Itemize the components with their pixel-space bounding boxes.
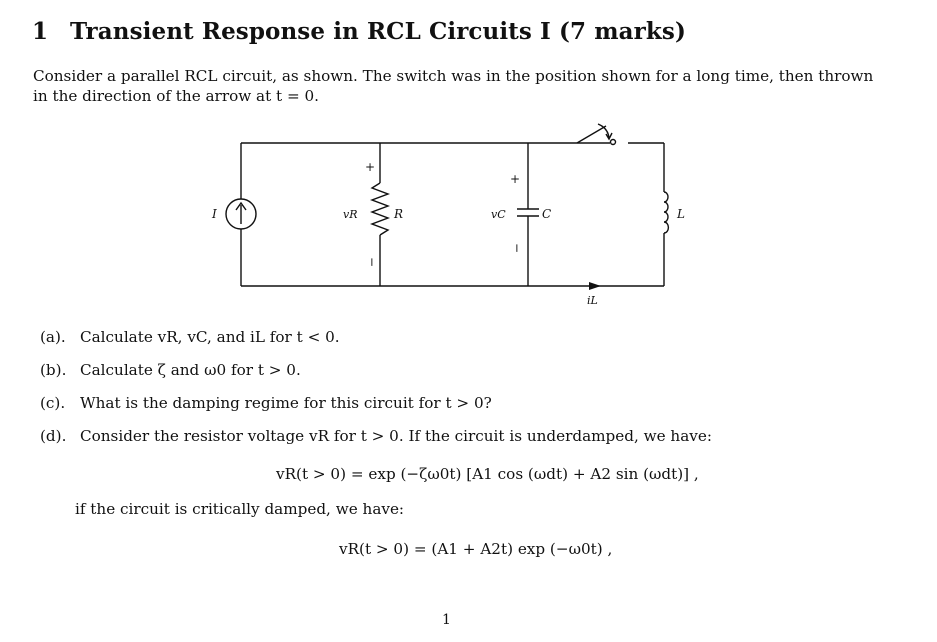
resistor-plus-sign: + (365, 160, 376, 174)
resistor-symbol (372, 183, 388, 235)
question-a (40, 328, 340, 346)
vr-label: vR (343, 208, 358, 221)
question-a-label: (a). (40, 328, 66, 346)
switch-contact (611, 140, 616, 145)
vc-label: vC (491, 208, 506, 221)
question-d-text: Consider the resistor voltage vR for t > 0. If the circuit is underdamped, we have: (80, 427, 712, 445)
section-title: Transient Response in RCL Circuits I (7 marks) (70, 18, 686, 45)
l-label: L (677, 207, 685, 221)
question-c-label: (c). (40, 394, 66, 412)
question-c (40, 394, 492, 412)
capacitor-minus-sign: − (510, 243, 524, 254)
intro-paragraph: Consider a parallel RCL circuit, as shown. The switch was in the position shown for a long time, then thrown in the direction of the arrow at t = 0. (33, 67, 874, 105)
question-a-text: Calculate vR, vC, and iL for t < 0. (80, 328, 340, 346)
r-label: R (394, 207, 404, 221)
question-d-label: (d). (40, 427, 67, 445)
section-number: 1 (32, 18, 49, 45)
il-current-arrow (589, 282, 601, 290)
page-number: 1 (442, 612, 451, 628)
question-d (40, 427, 712, 445)
question-c-text: What is the damping regime for this circuit for t > 0? (80, 394, 492, 412)
capacitor-plus-sign: + (510, 172, 521, 186)
equation-underdamped: vR(t > 0) = exp (−ζω0t) [A1 cos (ωdt) + A2 sin (ωdt)] , (276, 465, 699, 483)
switch-blade (577, 126, 606, 143)
c-label: C (542, 207, 552, 221)
question-b-text: Calculate ζ and ω0 for t > 0. (80, 361, 301, 379)
inductor-symbol (664, 192, 668, 233)
question-b-label: (b). (40, 361, 67, 379)
il-label: iL (587, 294, 598, 307)
equation-critical: vR(t > 0) = (A1 + A2t) exp (−ω0t) , (339, 540, 613, 558)
source-label: I (212, 207, 217, 221)
critical-damping-text: if the circuit is critically damped, we have: (75, 500, 405, 518)
resistor-minus-sign: − (365, 257, 379, 268)
question-b (40, 361, 301, 379)
